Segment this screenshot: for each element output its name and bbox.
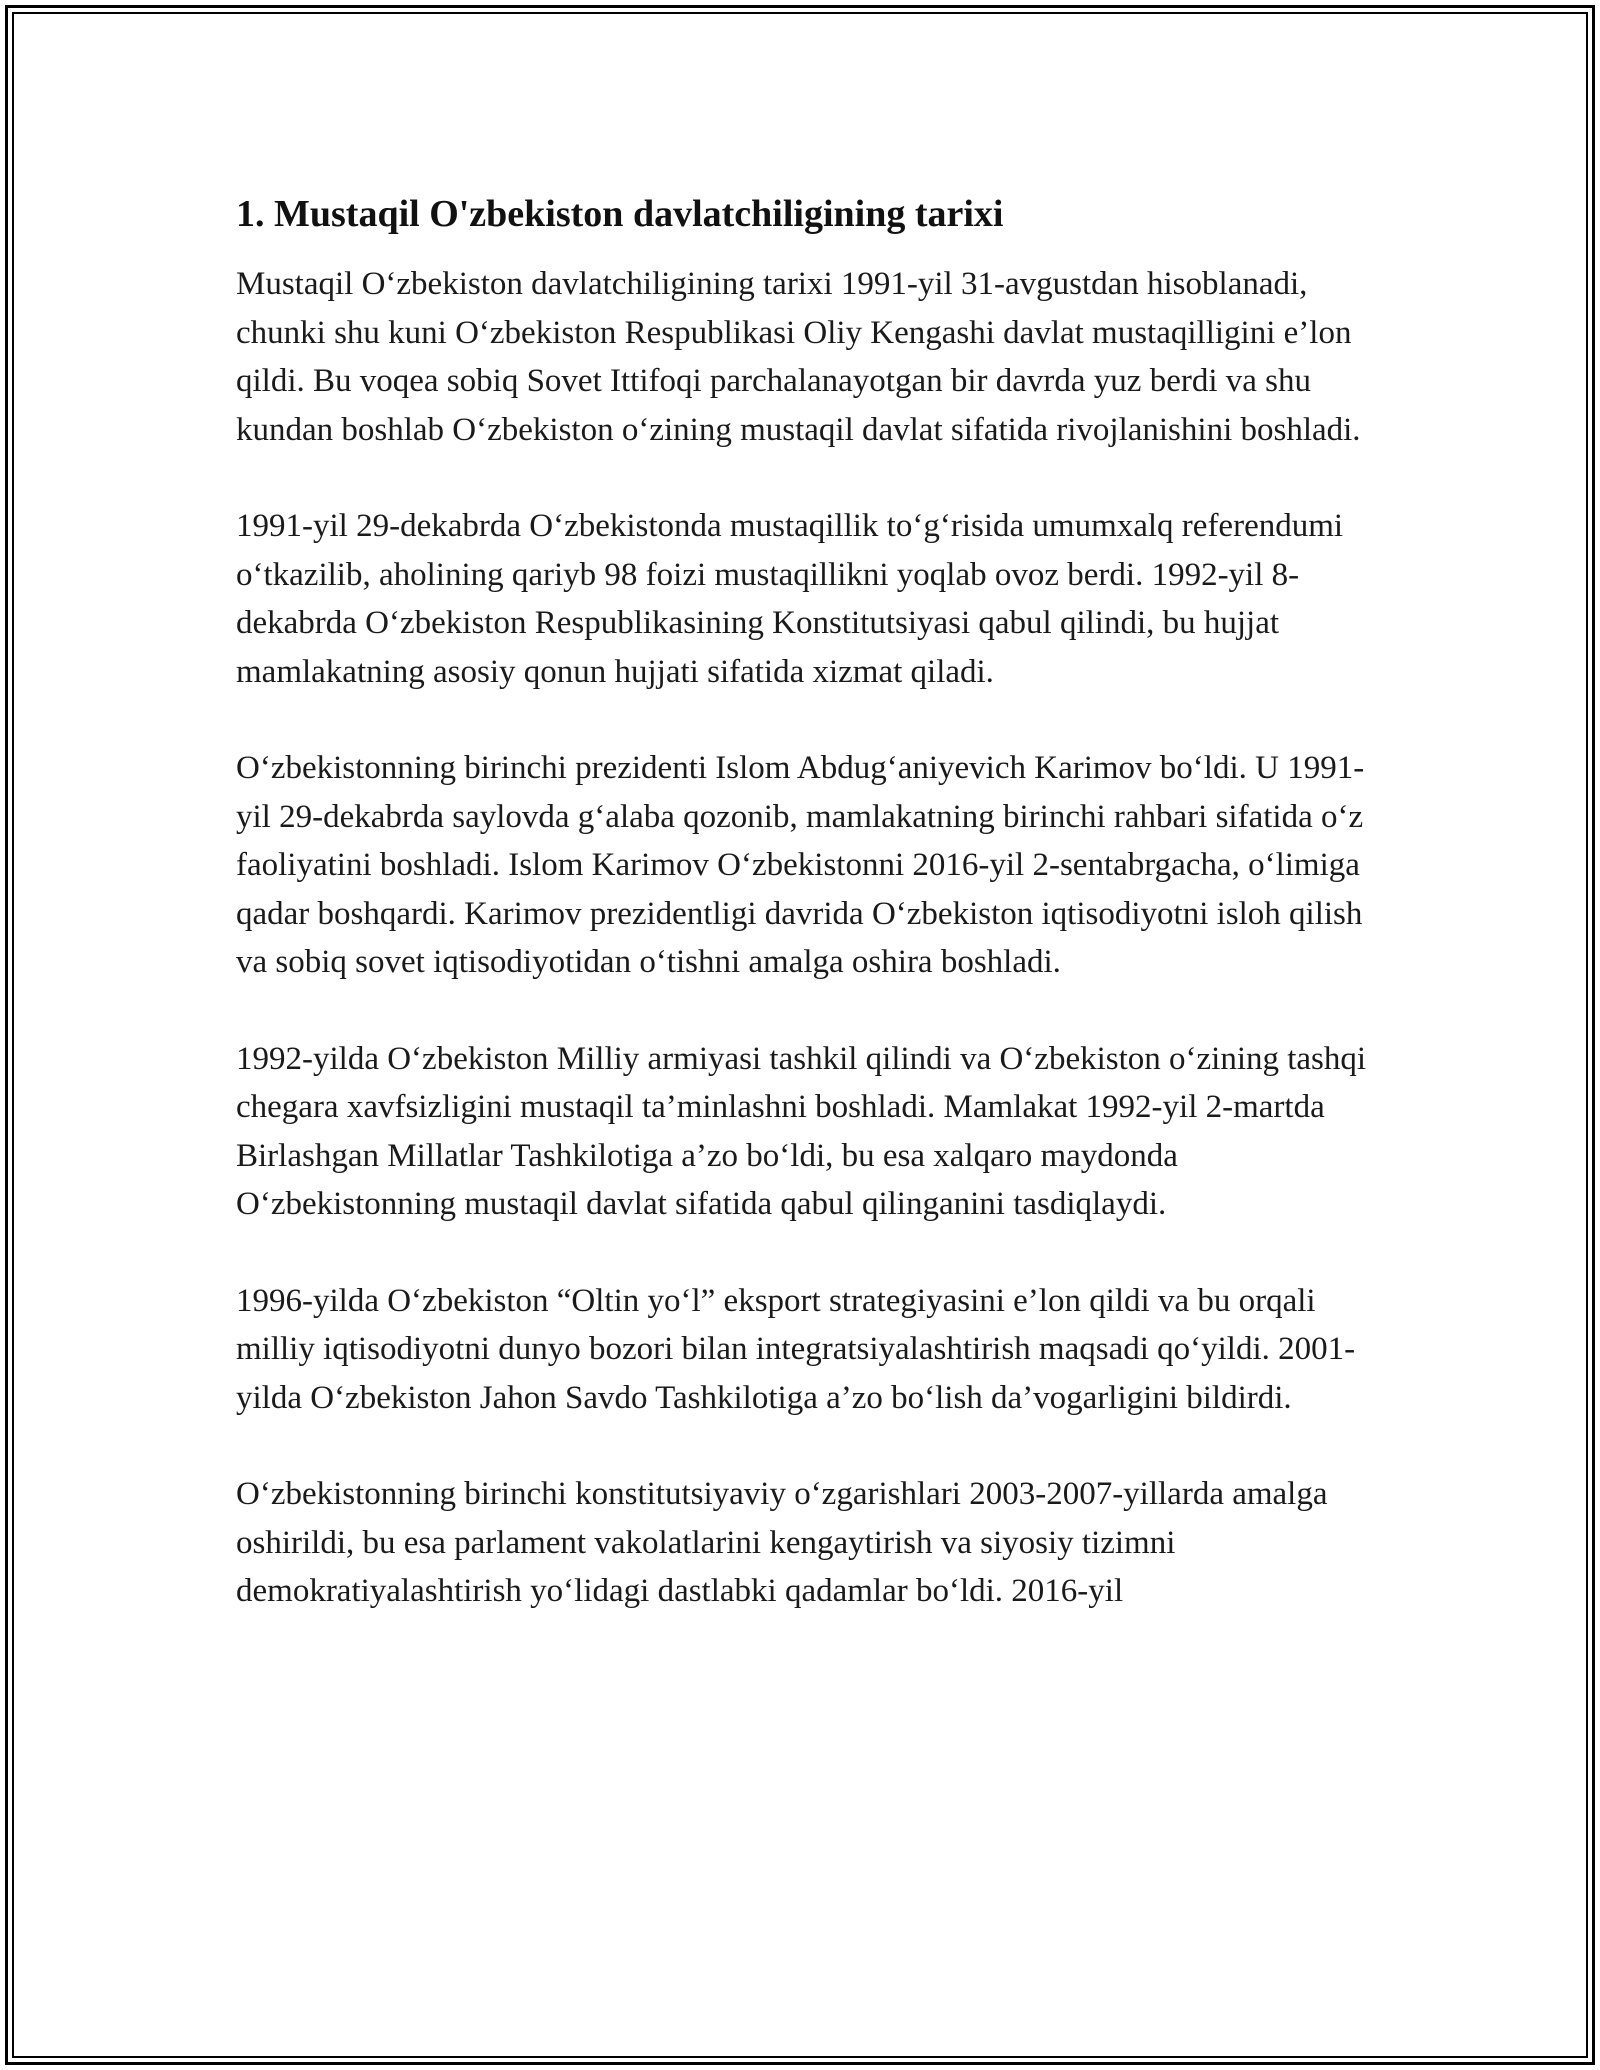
- paragraph-1: Mustaqil O‘zbekiston davlatchiligining tarixi 1991-yil 31-avgustdan hisoblanadi, chunki shu kuni O‘zbekiston Respublikasi Oliy Kengashi davlat mustaqilligini e’lon qildi. Bu voqea sobiq Sovet Ittifoqi parchalanayotgan bir davrda yuz berdi va shu kundan boshlab O‘zbekiston o‘zining mustaqil davlat sifatida rivojlanishini boshladi.: [236, 266, 1361, 448]
- paragraph-5: 1996-yilda O‘zbekiston “Oltin yo‘l” eksport strategiyasini e’lon qildi va bu orqali milliy iqtisodiyotni dunyo bozori bilan integratsiyalashtirish maqsadi qo‘yildi. 2001-yilda O‘zbekiston Jahon Savdo Tashkilotiga a’zo bo‘lish da’vogarligini bildirdi.: [236, 1282, 1356, 1416]
- paragraph-2: 1991-yil 29-dekabrda O‘zbekistonda mustaqillik to‘g‘risida umumxalq referendumi o‘tkazilib, aholining qariyb 98 foizi mustaqillikni yoqlab ovoz berdi. 1992-yil 8-dekabrda O‘zbekiston Respublikasining Konstitutsiyasi qabul qilindi, bu hujjat mamlakatning asosiy qonun hujjati sifatida xizmat qiladi.: [236, 508, 1344, 690]
- paragraph-3: O‘zbekistonning birinchi prezidenti Islom Abdug‘aniyevich Karimov bo‘ldi. U 1991-yil 29-dekabrda saylovda g‘alaba qozonib, mamlakatning birinchi rahbari sifatida o‘z faoliyatini boshladi. Islom Karimov O‘zbekistonni 2016-yil 2-sentabrgacha, o‘limiga qadar boshqardi. Karimov prezidentligi davrida O‘zbekiston iqtisodiyotni isloh qilish va sobiq sovet iqtisodiyotidan o‘tishni amalga oshira boshladi.: [236, 750, 1365, 980]
- document-title: 1. Mustaqil O'zbekiston davlatchiligining tarixi: [236, 193, 1004, 235]
- paragraph-6: O‘zbekistonning birinchi konstitutsiyaviy o‘zgarishlari 2003-2007-yillarda amalga oshirildi, bu esa parlament vakolatlarini kengaytirish va siyosiy tizimni demokratiyalashtirish yo‘lidagi dastlabki qadamlar bo‘ldi. 2016-yil: [236, 1476, 1328, 1609]
- paragraph-4: 1992-yilda O‘zbekiston Milliy armiyasi tashkil qilindi va O‘zbekiston o‘zining tashqi chegara xavfsizligini mustaqil ta’minlashni boshladi. Mamlakat 1992-yil 2-martda Birlashgan Millatlar Tashkilotiga a’zo bo‘ldi, bu esa xalqaro maydonda O‘zbekistonning mustaqil davlat sifatida qabul qilinganini tasdiqlaydi.: [236, 1040, 1367, 1222]
- document-body: [236, 186, 1376, 1664]
